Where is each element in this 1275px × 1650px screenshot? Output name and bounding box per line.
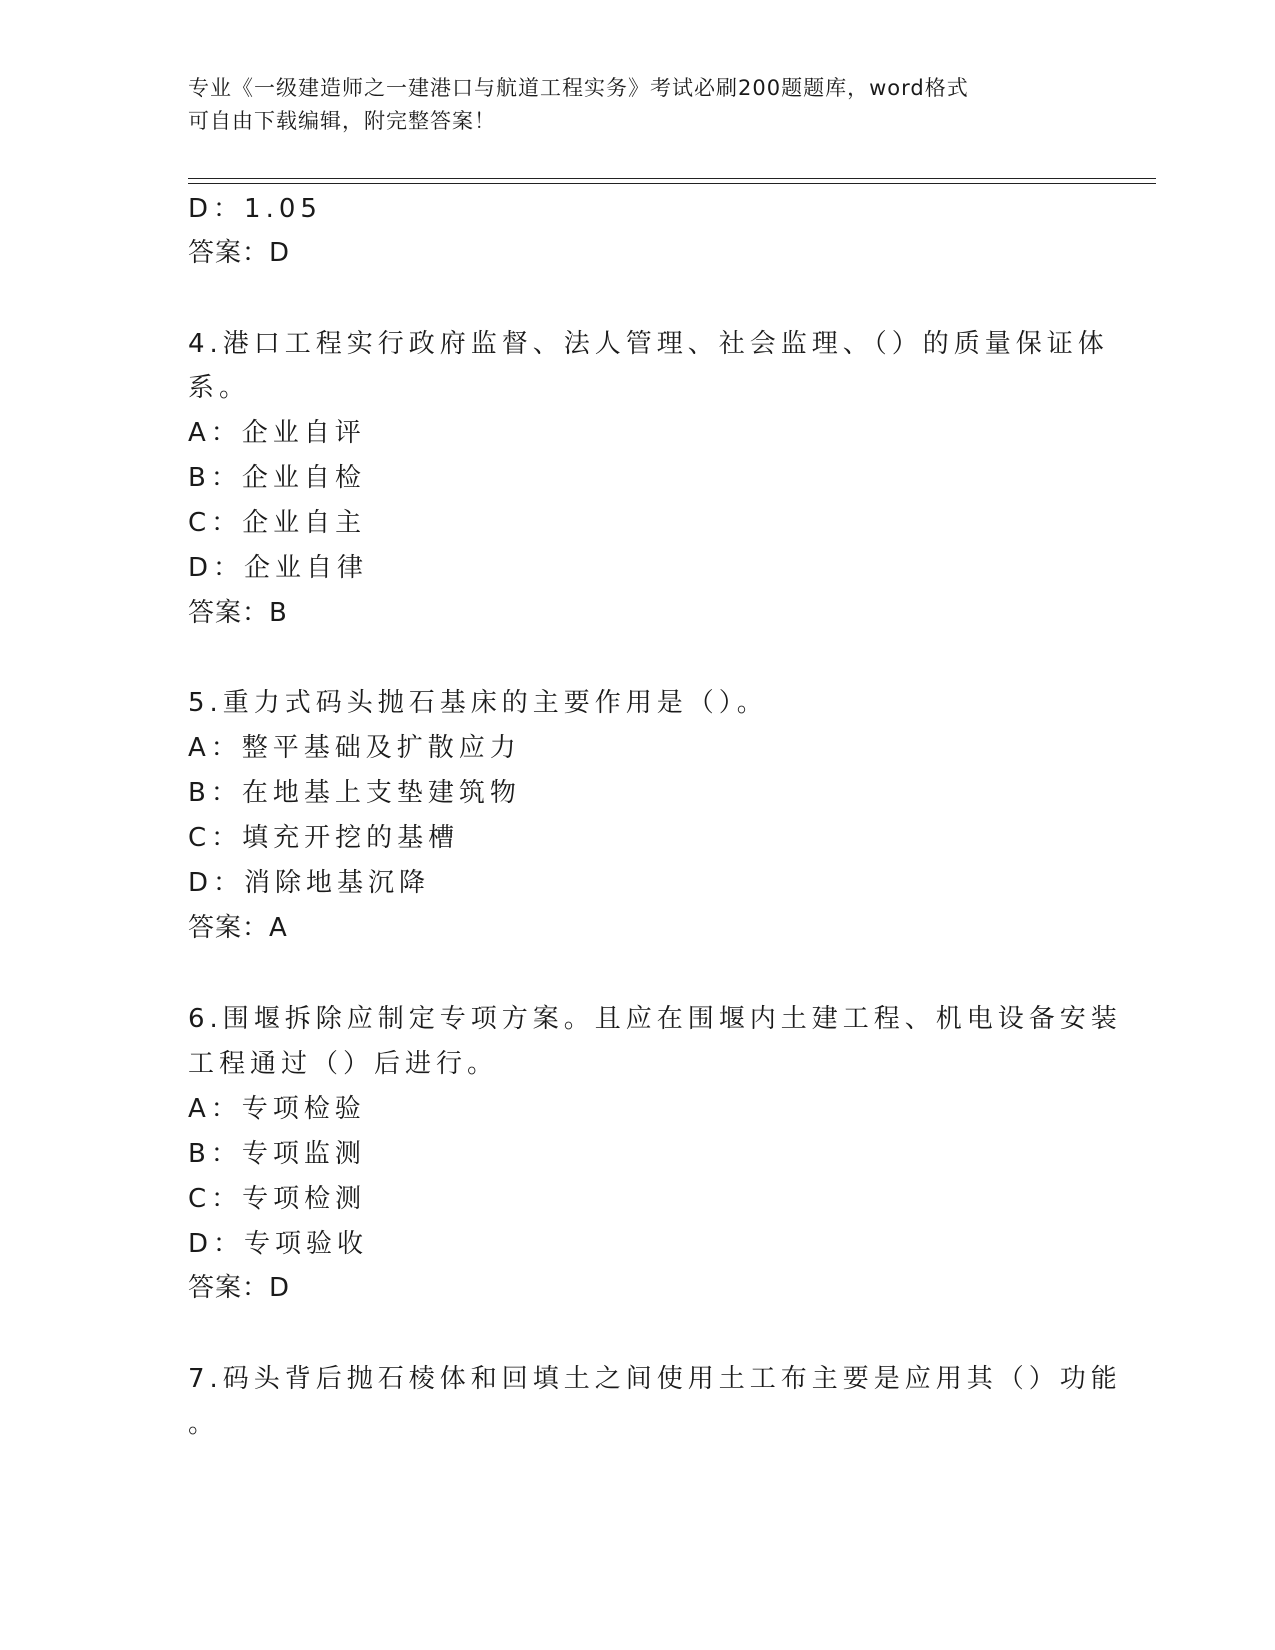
q3-option-d: D：1.05 xyxy=(188,194,322,224)
q6-stem-line-2: 工程通过（）后进行。 xyxy=(188,1049,499,1079)
q5-stem-line-1: 5.重力式码头抛石基床的主要作用是（）。 xyxy=(188,688,768,718)
q4-stem-line-2: 系。 xyxy=(188,373,251,403)
q5-answer: 答案：A xyxy=(188,913,288,943)
q7-stem-line-1: 7.码头背后抛石棱体和回填土之间使用土工布主要是应用其（）功能 xyxy=(188,1364,1122,1394)
q4-option-a: A：企业自评 xyxy=(188,418,366,448)
header-divider-top xyxy=(188,178,1156,179)
q6-option-c: C：专项检测 xyxy=(188,1184,367,1214)
q6-option-a: A：专项检验 xyxy=(188,1094,366,1124)
q5-option-d: D：消除地基沉降 xyxy=(188,868,431,898)
header-line-1: 专业《一级建造师之一建港口与航道工程实务》考试必刷200题题库，word格式 xyxy=(188,76,969,100)
q4-option-c: C：企业自主 xyxy=(188,508,367,538)
q6-answer: 答案：D xyxy=(188,1273,291,1303)
header-line-2: 可自由下载编辑，附完整答案！ xyxy=(188,109,496,133)
header-divider-bottom xyxy=(188,183,1156,184)
q5-option-a: A：整平基础及扩散应力 xyxy=(188,733,521,763)
q5-option-c: C：填充开挖的基槽 xyxy=(188,823,460,853)
q6-option-d: D：专项验收 xyxy=(188,1229,369,1259)
q4-option-d: D：企业自律 xyxy=(188,553,369,583)
q5-option-b: B：在地基上支垫建筑物 xyxy=(188,778,521,808)
q6-stem-line-1: 6.围堰拆除应制定专项方案。且应在围堰内土建工程、机电设备安装 xyxy=(188,1004,1122,1034)
q4-answer: 答案：B xyxy=(188,598,288,628)
q4-stem-line-1: 4.港口工程实行政府监督、法人管理、社会监理、（）的质量保证体 xyxy=(188,329,1109,359)
q4-option-b: B：企业自检 xyxy=(188,463,366,493)
q3-answer: 答案：D xyxy=(188,238,291,268)
q7-stem-line-2: 。 xyxy=(188,1409,220,1439)
document-header xyxy=(188,72,1068,138)
q6-option-b: B：专项监测 xyxy=(188,1139,366,1169)
